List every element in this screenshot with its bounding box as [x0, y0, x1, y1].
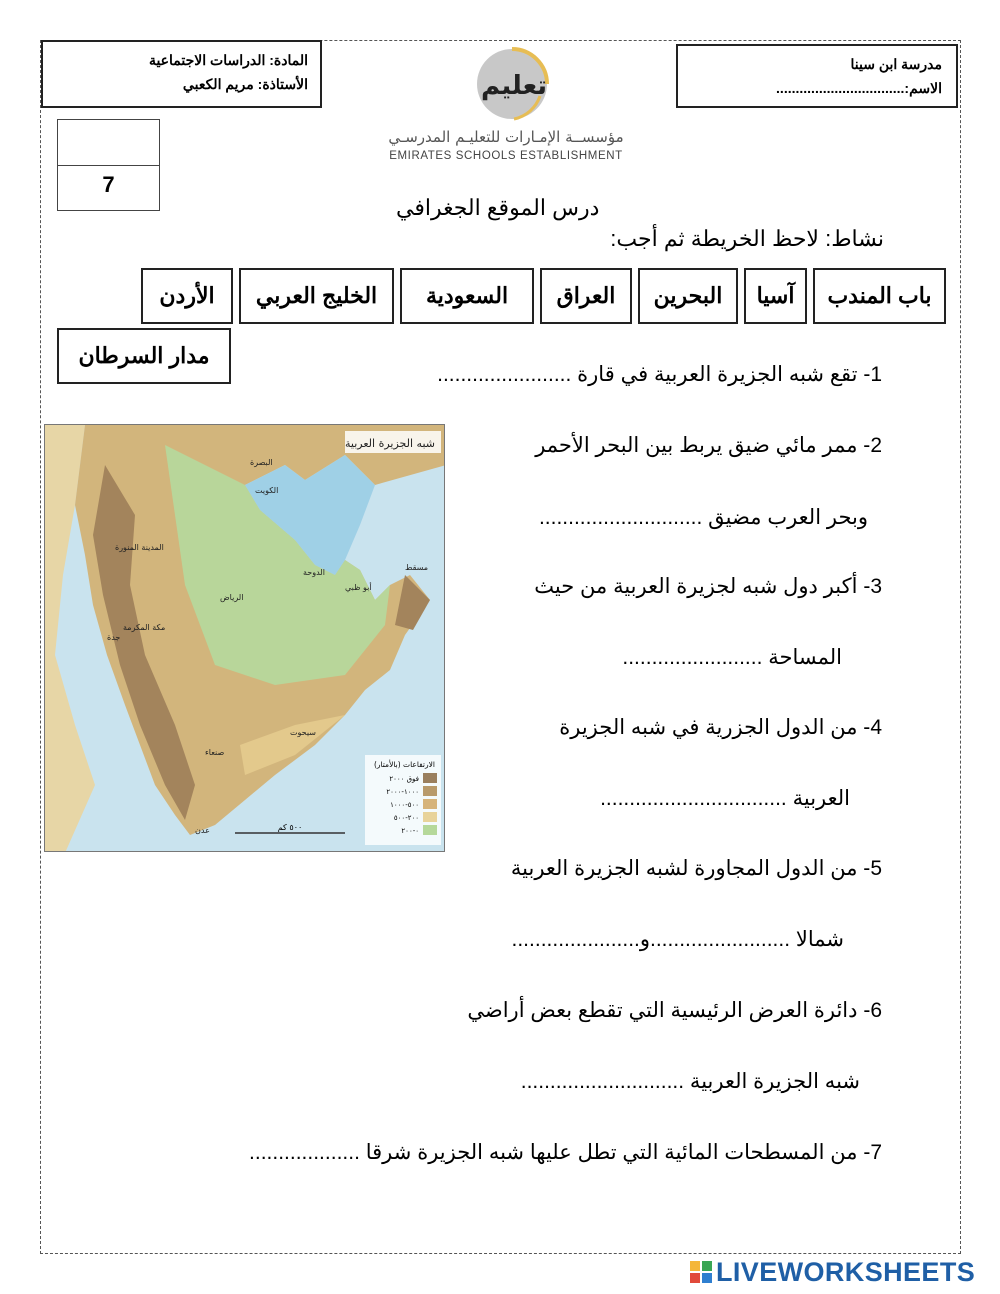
- question-1: 1- تقع شبه الجزيرة العربية في قارة .......................: [437, 363, 882, 386]
- map-legend-title: الارتفاعات (بالأمتار): [373, 760, 435, 769]
- map-legend-label: فوق ٢٠٠٠: [389, 775, 419, 783]
- answer-line-4[interactable]: العربية ................................: [600, 787, 850, 810]
- liveworksheets-wordmark: LIVEWORKSHEETS: [716, 1256, 976, 1287]
- answer-line-6[interactable]: شبه الجزيرة العربية ............................: [520, 1070, 860, 1093]
- word-bank-item[interactable]: العراق: [540, 268, 632, 324]
- map-city-label: المدينة المنورة: [115, 543, 164, 552]
- word-bank-item[interactable]: مدار السرطان: [57, 328, 231, 384]
- map-graphic: [45, 425, 445, 852]
- logo-english-text: EMIRATES SCHOOLS ESTABLISHMENT: [389, 150, 623, 162]
- map-city-label: عدن: [195, 826, 210, 835]
- word-bank-item[interactable]: السعودية: [400, 268, 534, 324]
- map-city-label: أبو ظبي: [345, 583, 372, 592]
- map-legend-swatch: [423, 786, 437, 796]
- word-bank-item[interactable]: باب المندب: [813, 268, 946, 324]
- word-bank-item[interactable]: البحرين: [638, 268, 738, 324]
- logo-word: تعليم: [480, 71, 548, 101]
- answer-line-3[interactable]: المساحة ........................: [622, 646, 842, 669]
- map-title: شبه الجزيرة العربية: [345, 437, 435, 450]
- school-box: [676, 44, 958, 108]
- map-city-label: الرياض: [220, 593, 244, 602]
- school-label: مدرسة ابن سينا: [850, 56, 942, 72]
- answer-line-5[interactable]: شمالا ........................و......................: [511, 928, 844, 951]
- map-legend-label: ١٠٠٠-٢٠٠٠: [386, 788, 419, 796]
- map-city-label: الدوحة: [303, 568, 325, 577]
- subject-box: [41, 40, 322, 108]
- word-bank-item[interactable]: آسيا: [744, 268, 807, 324]
- map-legend-swatch: [423, 773, 437, 783]
- map-city-label: البصرة: [250, 458, 273, 467]
- map-city-label: مكة المكرمة: [123, 623, 166, 632]
- subject-label: المادة: الدراسات الاجتماعية: [148, 52, 308, 68]
- question-4: 4- من الدول الجزرية في شبه الجزيرة: [559, 716, 882, 739]
- word-bank-item[interactable]: الأردن: [141, 268, 233, 324]
- question-3: 3- أكبر دول شبه لجزيرة العربية من حيث: [534, 575, 882, 598]
- map-city-label: جدة: [107, 633, 121, 642]
- liveworksheets-brand[interactable]: [690, 1256, 975, 1288]
- word-bank-item[interactable]: الخليج العربي: [239, 268, 394, 324]
- logo-arabic-text: مؤسســة الإمـارات للتعليـم المدرسـي: [388, 128, 624, 146]
- liveworksheets-logo-icon: [690, 1261, 712, 1283]
- taaleem-logo-icon: [474, 44, 554, 124]
- teacher-label: الأستاذة: مريم الكعبي: [182, 76, 308, 92]
- grade-number: 7: [102, 172, 115, 197]
- map-legend-swatch: [423, 812, 437, 822]
- map-legend-label: ٥٠٠-١٠٠٠: [390, 801, 419, 809]
- lesson-title: درس الموقع الجغرافي: [396, 195, 600, 220]
- question-6: 6- دائرة العرض الرئيسية التي تقطع بعض أراضي: [467, 999, 882, 1022]
- map-city-label: صنعاء: [205, 748, 225, 757]
- map-city-label: سيحوت: [290, 728, 316, 737]
- grade-box: [57, 119, 160, 211]
- map-legend-label: ٠-٢٠٠: [401, 827, 419, 835]
- question-5: 5- من الدول المجاورة لشبه الجزيرة العربية: [510, 857, 882, 880]
- map-scale: ٥٠٠ كم: [277, 823, 303, 832]
- grade-divider: [58, 165, 159, 166]
- map-city-label: الكويت: [255, 486, 279, 495]
- map-legend-label: ٢٠٠-٥٠٠: [393, 814, 419, 822]
- map-city-label: مسقط: [405, 563, 429, 572]
- question-2: 2- ممر مائي ضيق يربط بين البحر الأحمر: [535, 434, 882, 457]
- arabian-peninsula-map: [44, 424, 445, 852]
- answer-line-2[interactable]: وبحر العرب مضيق ............................: [538, 506, 868, 529]
- map-legend-swatch: [423, 799, 437, 809]
- activity-instruction: نشاط: لاحظ الخريطة ثم أجب:: [610, 226, 884, 251]
- name-field[interactable]: الاسم:.................................: [776, 80, 942, 96]
- map-legend-swatch: [423, 825, 437, 835]
- question-7: 7- من المسطحات المائية التي تطل عليها شبه الجزيرة شرقا ...................: [249, 1141, 882, 1164]
